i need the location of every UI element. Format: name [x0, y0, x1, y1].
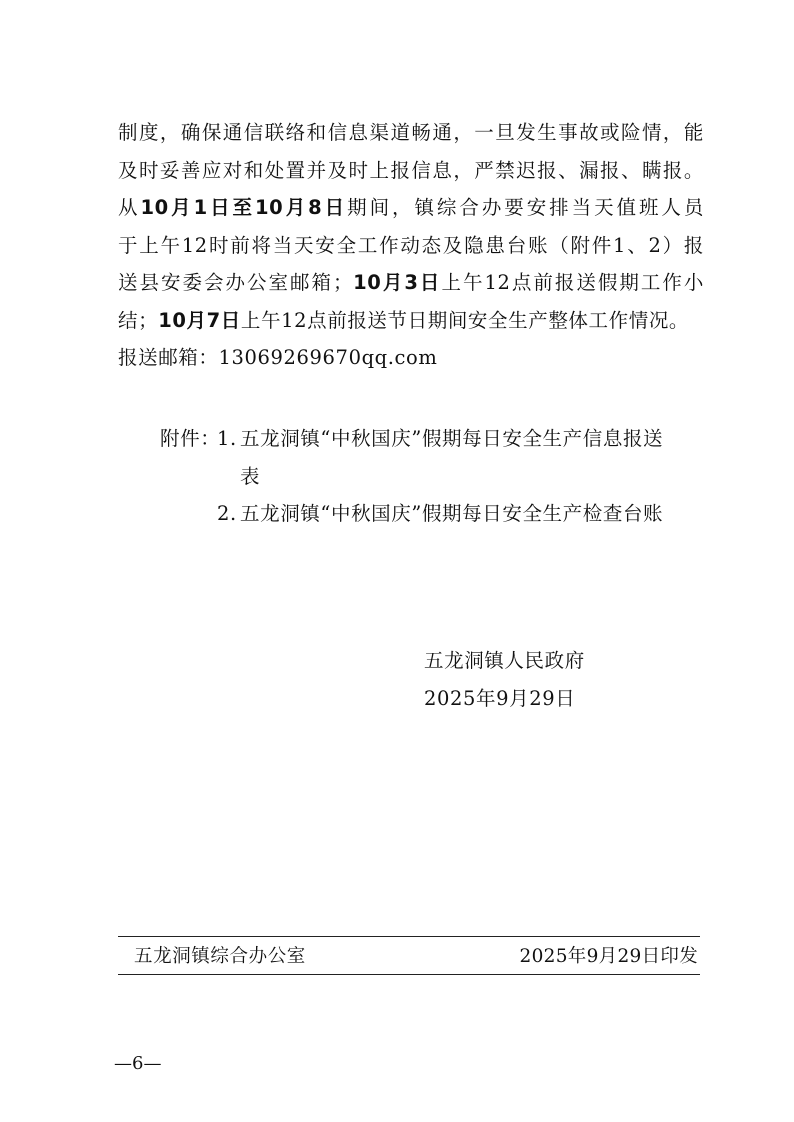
attachments-section: [160, 420, 704, 533]
paragraph-line-5-c: 上午12点前报送假期工作小: [441, 271, 704, 294]
paragraph-line-6: [118, 302, 704, 340]
footer-bottom-rule: [118, 974, 700, 975]
date-range-bold: 10月1日至10月8日: [140, 196, 348, 219]
page-number: —6—: [114, 1053, 162, 1074]
paragraph-line-3: [118, 189, 704, 227]
paragraph-line-5-a: 送县安委会办公室邮箱；: [118, 271, 354, 294]
signature-block: [424, 642, 585, 717]
paragraph-line-2: 及时妥善应对和处置并及时上报信息，严禁迟报、漏报、瞒报。: [118, 158, 704, 182]
footer-issuer: 五龙洞镇综合办公室: [134, 946, 306, 967]
paragraph-line-6-c: 上午12点前报送节日期间安全生产整体工作情况。: [240, 308, 690, 332]
signature-date: 2025年9月29日: [424, 686, 576, 710]
footer-top-rule: [118, 936, 700, 937]
paragraph-line-6-a: 结；: [118, 308, 159, 332]
oct3-bold: 10月3日: [353, 271, 442, 294]
oct7-bold: 10月7日: [158, 308, 241, 332]
attachment-2-title: 五龙洞镇“中秋国庆”假期每日安全生产检查台账: [240, 502, 664, 525]
attachment-1-number: 1.: [217, 427, 237, 450]
paragraph-line-4: 于上午12时前将当天安全工作动态及隐患台账（附件1、2）报: [118, 233, 704, 257]
paragraph-line-1: 制度，确保通信联络和信息渠道畅通，一旦发生事故或险情，能: [118, 121, 704, 144]
attachment-2-number: 2.: [217, 502, 237, 525]
attachment-item-2: [160, 495, 704, 533]
email-line: 报送邮箱：13069269670qq.com: [118, 346, 438, 369]
paragraph-line-3-a: 从: [118, 196, 141, 219]
attachments-label: 附件：: [160, 427, 221, 450]
attachment-1-title-cont: 表: [240, 464, 261, 488]
paragraph-line-3-c: 期间，镇综合办要安排当天值班人员: [347, 196, 704, 219]
footer-issue-date: 2025年9月29日印发: [519, 946, 698, 967]
signature-org: 五龙洞镇人民政府: [424, 649, 585, 672]
paragraph-line-5: [118, 264, 704, 302]
body-paragraph: [118, 114, 704, 377]
attachment-item-1-continuation: [160, 458, 704, 496]
attachment-1-title: 五龙洞镇“中秋国庆”假期每日安全生产信息报送: [240, 427, 664, 450]
attachment-item-1: [160, 420, 704, 458]
